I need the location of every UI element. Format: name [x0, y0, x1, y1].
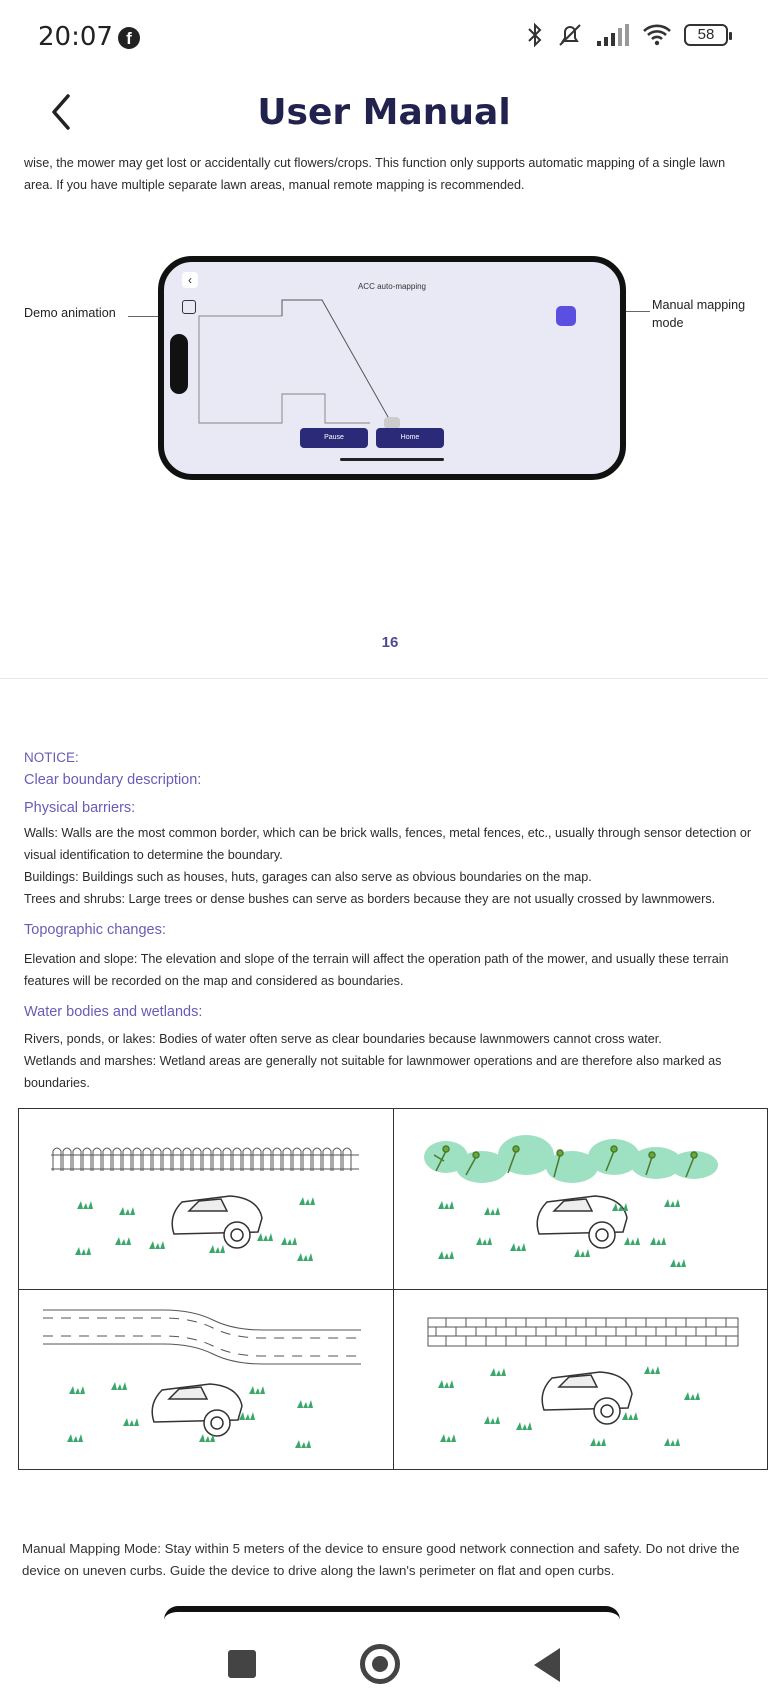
home-indicator [340, 458, 444, 461]
notice-subtitle: Clear boundary description: [24, 772, 202, 788]
mute-icon [556, 22, 584, 48]
app-header [0, 80, 768, 146]
physical-barriers-title: Physical barriers: [24, 800, 136, 816]
road-illustration [19, 1290, 394, 1471]
screen-back-icon: ‹ [182, 272, 198, 288]
nav-back-icon[interactable] [534, 1648, 560, 1682]
status-bar [0, 0, 768, 76]
nav-home-icon[interactable] [360, 1644, 400, 1684]
rivers-text: Rivers, ponds, or lakes: Bodies of water often serve as clear boundaries because lawnmowers cannot cross water. [24, 1032, 662, 1046]
wetlands-text: Wetlands and marshes: Wetland areas are generally not suitable for lawnmower operations and are therefore also marked as boundaries. [24, 1054, 722, 1090]
signal-icon [596, 23, 630, 47]
system-nav-bar [0, 1620, 768, 1707]
notice-title: NOTICE: [24, 750, 79, 765]
intro-paragraph: wise, the mower may get lost or accidentally cut flowers/crops. This function only supports automatic mapping of a single lawn area. If you have multiple separate lawn areas, manual remote mapping is recommended. [24, 156, 726, 192]
boundary-illustrations [18, 1108, 768, 1470]
phone-frame [158, 256, 626, 480]
mapping-figure [0, 244, 768, 494]
manual-mapping-text: Manual Mapping Mode: Stay within 5 meters of the device to ensure good network connection and safety. Do not drive the device on uneven curbs. Guide the device to drive along the lawn's perimeter on flat and open curbs. [22, 1541, 740, 1578]
page-number: 16 [381, 634, 399, 651]
buildings-text: Buildings: Buildings such as houses, huts, garages can also serve as obvious boundaries on the map. [24, 870, 592, 884]
nav-square-icon[interactable] [228, 1650, 256, 1678]
fence-illustration [19, 1109, 394, 1290]
next-figure-phone-edge [164, 1606, 620, 1620]
mower [172, 1196, 262, 1248]
facebook-icon: f [118, 27, 140, 49]
brick-wall-illustration [394, 1290, 768, 1471]
manual-mapping-button [556, 306, 576, 326]
page-title: User Manual [257, 92, 511, 133]
topographic-title: Topographic changes: [24, 922, 166, 938]
demo-animation-label: Demo animation [24, 306, 116, 320]
manual-mapping-label: Manual mapping mode [652, 298, 746, 330]
water-title: Water bodies and wetlands: [24, 1004, 203, 1020]
status-time: 20:07 [38, 22, 113, 52]
shrubs-illustration [394, 1109, 768, 1290]
screen-title: ACC auto-mapping [357, 282, 427, 291]
trees-text: Trees and shrubs: Large trees or dense bushes can serve as borders because they are not usually crossed by lawnmowers. [24, 892, 716, 906]
page-separator [0, 678, 768, 679]
pause-button: Pause [300, 428, 368, 448]
wifi-icon [642, 23, 672, 47]
walls-text: Walls: Walls are the most common border, which can be brick walls, fences, metal fences, etc., usually through sensor detection or visual identification to determine the boundary. [24, 826, 752, 862]
elevation-text: Elevation and slope: The elevation and slope of the terrain will affect the operation path of the mower, and usually these terrain features will be recorded on the map and considered as boundaries. [24, 952, 729, 988]
bluetooth-icon [526, 22, 544, 48]
status-icons [526, 22, 728, 48]
home-button: Home [376, 428, 444, 448]
battery-icon: 58 [684, 24, 728, 46]
